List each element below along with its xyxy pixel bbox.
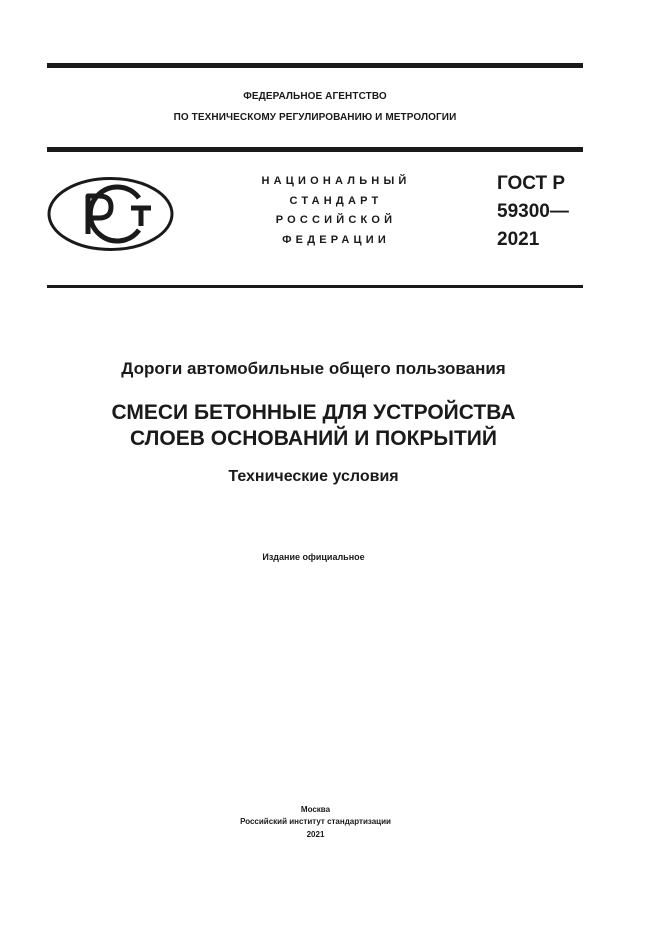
document-subject: Дороги автомобильные общего пользования (121, 359, 506, 378)
document-subtitle: Технические условия (228, 468, 399, 485)
agency-name-line-2: ПО ТЕХНИЧЕСКОМУ РЕГУЛИРОВАНИЮ И МЕТРОЛОГИИ (173, 112, 457, 123)
standard-type-line-2: СТАНДАРТ (289, 195, 383, 207)
imprint-city: Москва (300, 805, 331, 814)
edition-label: Издание официальное (262, 552, 365, 562)
imprint-publisher: Российский институт стандартизации (240, 817, 391, 826)
gost-designation-line-2: 59300— (497, 201, 569, 222)
standard-type-line-4: ФЕДЕРАЦИИ (282, 234, 390, 246)
logo-block-bottom-rule (47, 285, 583, 288)
gost-designation-line-3: 2021 (497, 229, 540, 250)
standard-type-line-1: НАЦИОНАЛЬНЫЙ (261, 175, 411, 187)
top-rule (47, 63, 583, 68)
gost-designation-line-1: ГОСТ Р (497, 173, 566, 194)
imprint-year: 2021 (306, 830, 325, 839)
gost-r-logo-icon (47, 176, 174, 252)
document-title-line-2: СЛОЕВ ОСНОВАНИЙ И ПОКРЫТИЙ (130, 427, 497, 450)
standard-type-line-3: РОССИЙСКОЙ (275, 214, 397, 226)
document-title-line-1: СМЕСИ БЕТОННЫЕ ДЛЯ УСТРОЙСТВА (111, 401, 516, 424)
header-separator-rule (47, 147, 583, 152)
agency-name-line-1: ФЕДЕРАЛЬНОЕ АГЕНТСТВО (243, 91, 387, 102)
